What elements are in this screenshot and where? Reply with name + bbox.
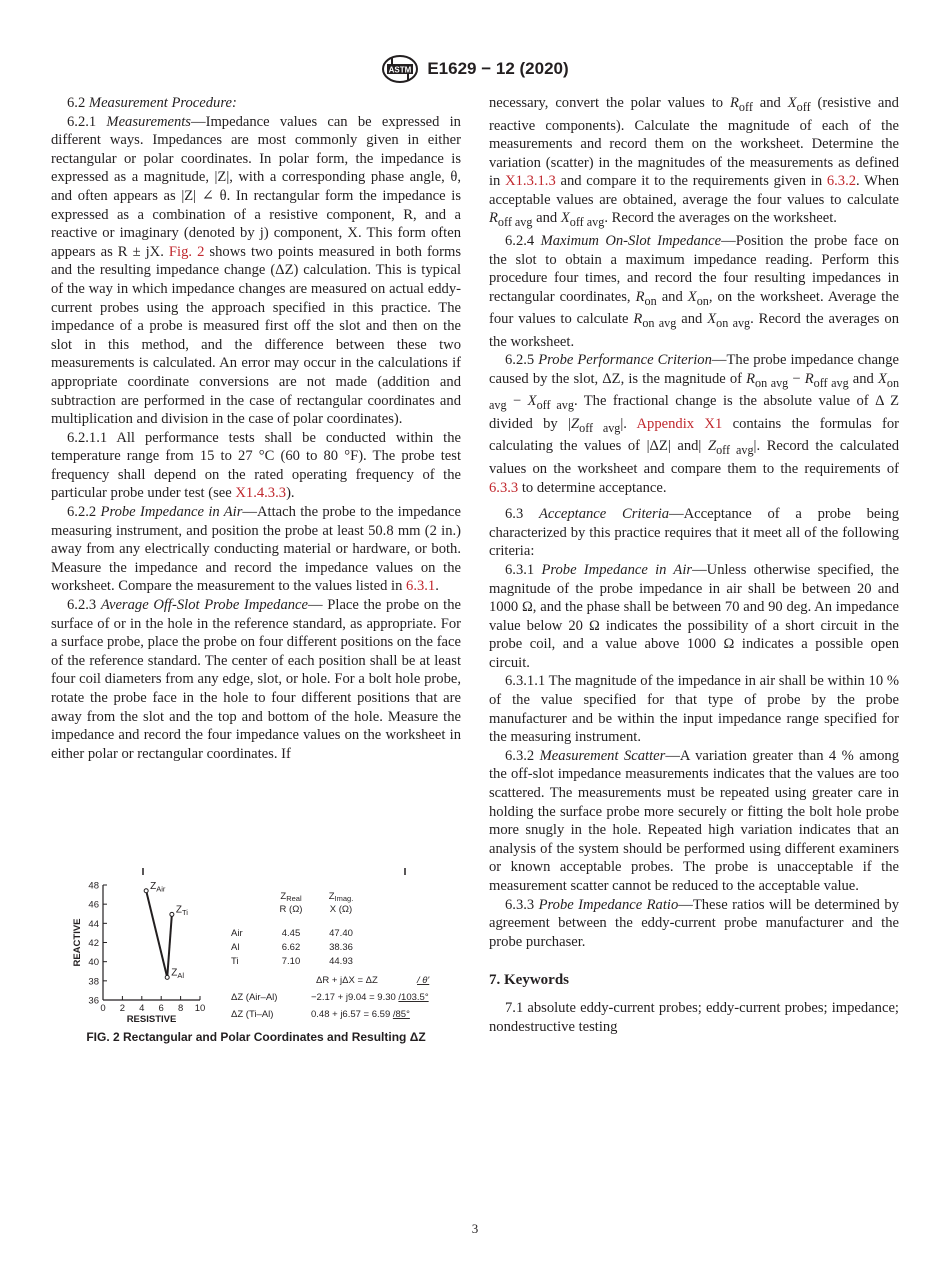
x1-3-1-3-link[interactable]: X1.3.1.3	[505, 173, 556, 190]
delta-row-label: ΔZ (Air–Al)	[231, 992, 278, 1003]
x-tick-label: 6	[158, 1003, 164, 1014]
paragraph-6-3-1: 6.3.1 Probe Impedance in Air—Unless otherwise specified, the magnitude of the probe impedance in air shall be between 20 and 1000 Ω, and the phase shall be between 70 and 90 deg. An impedance value below 20 Ω indicates the possibility of a short circuit in the probe coil, and a value above 1000 Ω indicates a possible open circuit.	[489, 561, 900, 671]
paragraph-6-3-2: 6.3.2 Measurement Scatter—A variation greater than 4 % among the off-slot impedance measurements indicates that the values are too scattered. The measurements must be repeated using greater care in holding the surface probe more securely or fitting the bolt hole probe more snugly in the hole. Repeated high variation indicates that an analysis of the system should be performed using different examiners or known acceptable probes. The probe is unacceptable if the measurement scatter cannot be reduced to the acceptable value.	[489, 747, 899, 894]
paragraph-6-2-1: 6.2.1 Measurements—Impedance values can be expressed in different ways. Impedances are most commonly given in either rectangular or polar coordinates. In polar form, the impedance is expressed as a magnitude, |Z|, with a corresponding phase angle, θ, and often appears as |Z| ∠ θ. In rectangular form the impedance is expressed as a combination of a resistive component, R, and a reactive or imaginary (denoted by j) component, X. This form often appears as R ± jX. Fig. 2 shows two points measured in both forms and the resulting impedance change (ΔZ) calculation. This is typical of the way in which impedance changes are measured on actual eddy-current probes using the approach specified in this practice. The impedance of a probe is measured first off the slot and then on the slot in this method, and the difference between these two measurements is calculated. An error may occur in the calculations if appropriate coordinate conversions are not made (addition and subtraction are performed in the case of rectangular coordinates and multiplication and division in the case of polar coordinates).	[51, 113, 461, 428]
y-tick-label: 42	[88, 938, 99, 949]
6-3-3-link[interactable]: 6.3.3	[489, 479, 519, 496]
y-tick-label: 38	[88, 976, 99, 988]
y-tick-label: 40	[88, 957, 99, 969]
impedance-chart	[56, 866, 466, 1031]
delta-row-expr: 0.48 + j6.57 = 6.59 /85°	[311, 1009, 410, 1020]
y-tick-label: 36	[88, 995, 99, 1007]
table-cell-r: 4.45	[281, 928, 301, 939]
standard-designation: E1629 − 12 (2020)	[427, 59, 569, 78]
page-number: 3	[471, 1221, 479, 1236]
data-point-label: $Z_{Ti}$	[175, 904, 188, 917]
delta-row-expr: −2.17 + j9.04 = 9.30 /103.5°	[311, 992, 429, 1003]
paragraph-6-3: 6.3 Acceptance Criteria—Acceptance of a probe being characterized by this practice requires that it meet all of the following criteria:	[489, 506, 899, 560]
paragraph-6-2-2: 6.2.2 Probe Impedance in Air—Attach the probe to the impedance measuring instrument, and position the probe at least 50.8 mm (2 in.) away from any electrically conducting material or hardware, or both. Measure the impedance and record the impedance values on the worksheet. Compare the measurement to the values listed in 6.3.1.	[51, 504, 461, 595]
x-tick-label: 8	[177, 1003, 184, 1014]
paragraph-6-2-3: 6.2.3 Average Off-Slot Probe Impedance— Place the probe on the surface of or in the hole in the reference standard, as appropriate. For a surface probe, place the probe on four different positions on the face of the reference standard. The center of each position shall be at least four coil diameters from any edge, slot, or hole. For a bolt hole probe, rotate the probe face in the hole to four different positions that are away from the slot and the top and bottom of the hole. Measure the impedance and record the four impedance values on the worksheet in either polar or rectangular coordinates. If	[51, 597, 461, 762]
figure-2	[56, 866, 466, 1046]
x-tick-label: 4	[139, 1003, 145, 1014]
table-cell-x: 44.93	[329, 956, 353, 967]
data-point-label: $Z_{Air}$	[150, 880, 166, 894]
table-cell-r: 7.10	[281, 956, 301, 967]
delta-header: ΔR + jΔX = ΔZ	[316, 975, 378, 986]
data-point-ti	[170, 912, 174, 916]
y-axis-label: REACTIVE	[72, 918, 83, 967]
section-6-2-heading: 6.2 Measurement Procedure:	[67, 95, 237, 111]
delta-row-label: ΔZ (Ti–Al)	[231, 1009, 274, 1020]
appendix-x1-link[interactable]: Appendix X1	[636, 415, 723, 432]
x-axis-label: RESISTIVE	[126, 1014, 177, 1025]
table-row-name: Al	[231, 942, 240, 953]
section-7-heading: 7. Keywords	[489, 972, 569, 989]
paragraph-7-1: 7.1 absolute eddy-current probes; eddy-current probes; impedance; nondestructive testing	[489, 999, 899, 1035]
6-3-2-link[interactable]: 6.3.2	[826, 173, 857, 190]
table-header: $Z_{Real}$	[280, 891, 302, 903]
y-tick-label: 46	[88, 899, 99, 911]
table-header: $Z_{Imag.}$	[328, 891, 354, 903]
paragraph-6-3-3: 6.3.3 Probe Impedance Ratio—These ratios will be determined by agreement between the eddy-current probe manufacturer and the probe purchaser.	[489, 896, 899, 950]
paragraph-6-2-1-1: 6.2.1.1 All performance tests shall be conducted within the temperature range from 15 to 27 °C (60 to 80 °F). The probe test frequency shall depend on the rated operating frequency of the particular probe under test (see X1.4.3.3).	[51, 429, 461, 502]
data-point-air	[144, 889, 148, 893]
table-cell-x: 38.36	[329, 942, 353, 953]
data-point-al	[165, 975, 169, 979]
right-column	[489, 94, 899, 1036]
paragraph-6-2-3-cont: necessary, convert the polar values to $R_{off}$ and $X_{off}$ (resistive and reactive components). Calculate the magnitude of each of the measurements and record them on the worksheet. Determine the variation (scatter) in the magnitudes of the measurements as defined in X1.3.1.3 and compare it to the requirements given in 6.3.2. When acceptable values are obtained, average the four values to calculate $R_{off avg}$ and $X_{off avg}$. Record the averages on the worksheet.	[489, 95, 900, 230]
table-row-name: Air	[231, 928, 243, 939]
astm-logo-icon	[381, 54, 419, 84]
paragraph-6-3-1-1: 6.3.1.1 The magnitude of the impedance in air shall be within 10 % of the value specified for that type of probe by the probe manufacturer and be within the input impedance range specified for the measuring instrument.	[489, 673, 899, 746]
paragraph-6-2-5: 6.2.5 Probe Performance Criterion—The probe impedance change caused by the slot, ΔZ, is the magnitude of $R_{on avg} - R_{off avg}$ and $X_{on avg} - X_{off avg}$. The fractional change is the absolute value of Δ Z divided by $|Z_{off avg}|$. Appendix X1 contains the formulas for calculating the values of |ΔZ| and| $Z_{off avg}|$. Record the calculated values on the worksheet and compare them to the requirements of 6.3.3 to determine acceptance.	[489, 352, 900, 496]
x1-4-3-3-link[interactable]: X1.4.3.3	[235, 485, 287, 502]
page-header	[0, 52, 950, 86]
y-tick-label: 44	[88, 918, 99, 930]
paragraph-6-2-4: 6.2.4 Maximum On-Slot Impedance—Position the probe face on the slot to obtain a maximum impedance reading. Perform this procedure four times, and record the four resulting impedances in rectangular coordinates, $R_{on}$ and $X_{on}$, on the worksheet. Average the four values to calculate $R_{on avg}$ and $X_{on avg}$. Record the averages on the worksheet.	[489, 232, 900, 350]
data-point-label: $Z_{Al}$	[171, 967, 184, 980]
x-tick-label: 10	[194, 1003, 206, 1014]
left-column	[51, 94, 461, 763]
x-tick-label: 2	[119, 1003, 126, 1014]
table-row-name: Ti	[231, 956, 239, 967]
delta-theta: / θ'	[417, 975, 430, 986]
fig-2-link[interactable]: Fig. 2	[168, 243, 205, 260]
6-3-1-link[interactable]: 6.3.1	[406, 578, 436, 595]
table-unit: X (Ω)	[329, 904, 353, 915]
impedance-change-line	[146, 891, 167, 978]
figure-caption: FIG. 2 Rectangular and Polar Coordinates and Resulting ΔZ	[86, 1030, 426, 1044]
svg-text:ASTM: ASTM	[389, 65, 412, 75]
table-unit: R (Ω)	[279, 904, 303, 915]
table-cell-r: 6.62	[281, 942, 301, 953]
x-tick-label: 0	[100, 1003, 106, 1014]
table-cell-x: 47.40	[329, 928, 353, 939]
y-tick-label: 48	[88, 880, 99, 892]
